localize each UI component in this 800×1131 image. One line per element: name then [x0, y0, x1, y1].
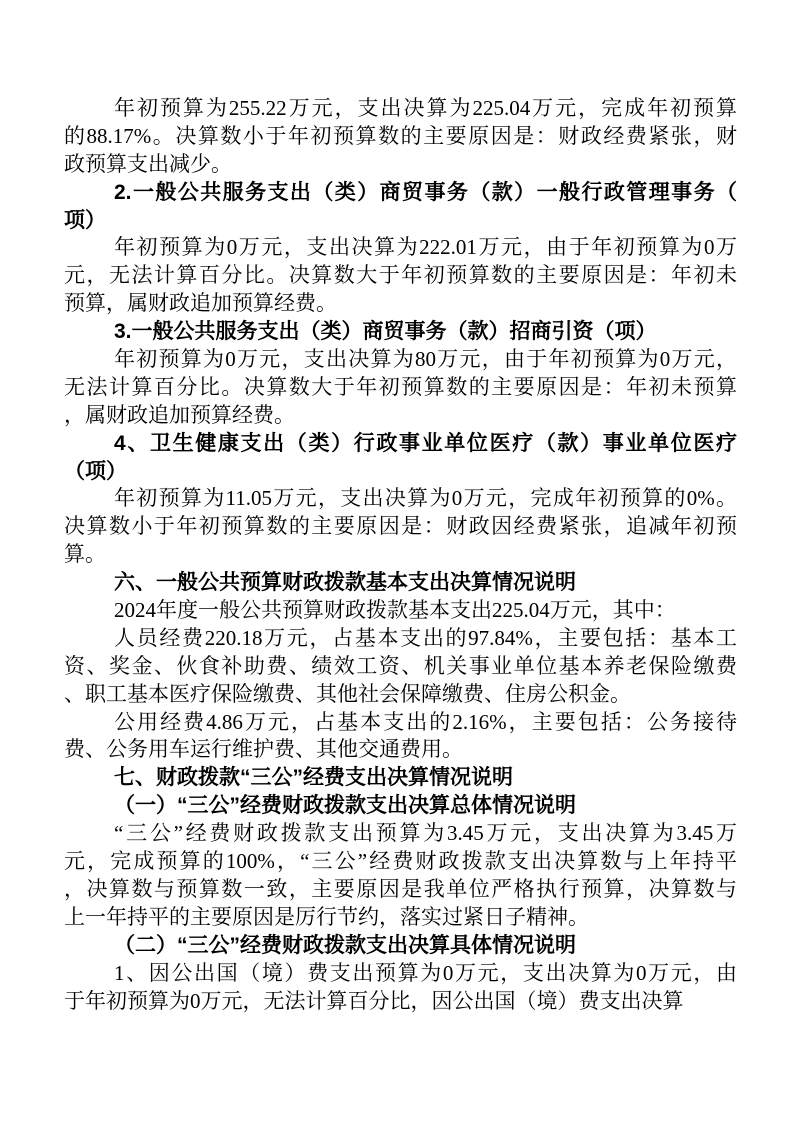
paragraph-line: 1、因公出国（境）费支出预算为0万元，支出决算为0万元，由: [114, 960, 737, 985]
paragraph-line: 于年初预算为0万元，无法计算百分比，因公出国（境）费支出决算: [64, 988, 684, 1013]
paragraph-line: 、职工基本医疗保险缴费、其他社会保障缴费、住房公积金。: [64, 681, 631, 706]
paragraph-line: 政预算支出减少。: [64, 151, 232, 176]
paragraph-line: 元，无法计算百分比。决算数大于年初预算数的主要原因是：年初未: [64, 263, 737, 288]
paragraph-line: 年初预算为0万元，支出决算为222.01万元，由于年初预算为0万: [114, 235, 737, 260]
paragraph-line: 年初预算为11.05万元，支出决算为0万元，完成年初预算的0%。: [114, 486, 737, 511]
heading-line: 2.一般公共服务支出（类）商贸事务（款）一般行政管理事务（: [114, 180, 737, 204]
heading-line: 六、一般公共预算财政拨款基本支出决算情况说明: [114, 571, 576, 595]
paragraph-line: 上一年持平的主要原因是厉行节约，落实过紧日子精神。: [64, 904, 589, 929]
paragraph-line: 费、公务用车运行维护费、其他交通费用。: [64, 737, 463, 762]
heading-line: （二）“三公”经费财政拨款支出决算具体情况说明: [114, 933, 576, 957]
paragraph-line: 年初预算为0万元，支出决算为80万元，由于年初预算为0万元，: [114, 347, 737, 372]
paragraph-line: “三公”经费财政拨款支出预算为3.45万元，支出决算为3.45万: [114, 821, 737, 846]
paragraph-line: 的88.17%。决算数小于年初预算数的主要原因是：财政经费紧张，财: [64, 123, 737, 148]
heading-line: （一）“三公”经费财政拨款支出决算总体情况说明: [114, 794, 576, 818]
paragraph-line: 算。: [64, 542, 106, 567]
paragraph-line: 无法计算百分比。决算数大于年初预算数的主要原因是：年初未预算: [64, 374, 737, 399]
paragraph-line: 元，完成预算的100%，“三公”经费财政拨款支出决算数与上年持平: [64, 849, 737, 874]
paragraph-line: 人员经费220.18万元，占基本支出的97.84%，主要包括：基本工: [114, 625, 737, 650]
paragraph-line: 年初预算为255.22万元，支出决算为225.04万元，完成年初预算: [114, 96, 737, 120]
paragraph-line: 资、奖金、伙食补助费、绩效工资、机关事业单位基本养老保险缴费: [64, 653, 737, 678]
heading-line: 4、卫生健康支出（类）行政事业单位医疗（款）事业单位医疗: [114, 431, 737, 455]
heading-line: （项）: [64, 459, 127, 483]
paragraph-line: 公用经费4.86万元，占基本支出的2.16%，主要包括：公务接待: [114, 709, 737, 734]
heading-line: 项）: [64, 208, 106, 232]
heading-line: 七、财政拨款“三公”经费支出决算情况说明: [114, 766, 513, 790]
paragraph-line: 2024年度一般公共预算财政拨款基本支出225.04万元，其中：: [114, 598, 676, 623]
paragraph-line: 决算数小于年初预算数的主要原因是：财政因经费紧张，追减年初预: [64, 514, 737, 539]
paragraph-line: 预算，属财政追加预算经费。: [64, 291, 337, 316]
paragraph-line: ，属财政追加预算经费。: [64, 402, 295, 427]
heading-line: 3.一般公共服务支出（类）商贸事务（款）招商引资（项）: [114, 320, 657, 344]
paragraph-line: ，决算数与预算数一致，主要原因是我单位严格执行预算，决算数与: [64, 876, 737, 901]
